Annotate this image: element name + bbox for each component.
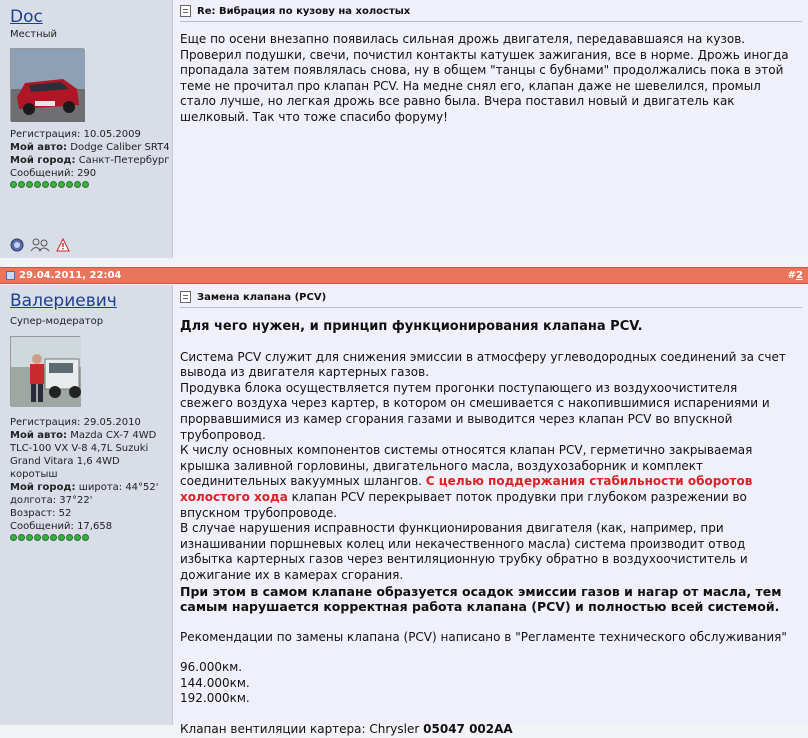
post-number-prefix: # <box>787 270 797 281</box>
avatar-car-image <box>11 49 85 122</box>
reputation-dot <box>42 534 49 541</box>
reputation-dot <box>66 534 73 541</box>
bold-paragraph: При этом в самом клапане образуется осадок эмиссии газов и нагар от масла, тем самым нарушается корректная работа клапана (PCV) и полностью всей системой. <box>180 583 782 615</box>
username-link[interactable]: Валериевич <box>10 291 117 311</box>
post-2 <box>0 285 808 737</box>
msgs-label: Сообщений: <box>10 168 74 179</box>
part-number: 05047 002AA <box>423 722 513 737</box>
reputation-dot <box>18 181 25 188</box>
avatar-person-image <box>11 337 81 407</box>
post-date-bar <box>0 267 808 284</box>
paragraph-text: клапан PCV перекрывает поток продувки при глубоком разрежении во впускном трубопроводе. <box>180 489 747 520</box>
reputation-bar <box>10 534 170 541</box>
car-value: Mazda CX-7 4WD TLC-100 VX V-8 4,7L Suzuki Grand Vitara 1,6 4WD коротыш <box>10 430 157 480</box>
msgs-value: 17,658 <box>77 521 113 532</box>
username-link[interactable]: Doc <box>10 7 43 27</box>
reg-value: 10.05.2009 <box>83 129 141 140</box>
reputation-dot <box>10 181 17 188</box>
city-label: Мой город: <box>10 155 76 166</box>
msgs-value: 290 <box>77 168 97 179</box>
post-title-text: Re: Вибрация по кузову на холостых <box>197 5 411 17</box>
post-1 <box>0 0 808 258</box>
paragraph: Система PCV служит для снижения эмиссии в атмосферу углеводородных соединений за счет вывода из двигателя картерных газов. <box>180 349 786 380</box>
title-divider <box>180 21 802 22</box>
paragraph <box>180 443 788 521</box>
user-info-panel <box>0 285 173 725</box>
city-value: широта: 44°52' <box>78 482 159 493</box>
reputation-dot <box>42 181 49 188</box>
user-title: Местный <box>10 29 58 40</box>
mileage-3: 192.000км. <box>180 691 250 706</box>
title-divider <box>180 307 802 308</box>
part-line <box>180 722 788 738</box>
reputation-bar <box>10 181 170 188</box>
reputation-dot <box>58 534 65 541</box>
user-stats <box>10 128 170 188</box>
article-heading: Для чего нужен, и принцип функционирования клапана PCV. <box>180 319 643 334</box>
reputation-dot <box>66 181 73 188</box>
message-body: Еще по осени внезапно появилась сильная дрожь двигателя, передававшаяся на кузов. Проверил подушки, свечи, почистил контакты катушек зажигания, все в норме. Дрожь иногда пропадала затем появлялась снова, ну в общем "танцы с бубнами" продолжались пока в этой теме не прочитал про клапан PCV. На медне снял его, клапан даже не шевелился, промыл стало лучше, но легкая дрожь все равно была. Вчера поставил новый и двигатель как шелковый. Так что тоже спасибо форуму! <box>180 32 789 124</box>
car-value: Dodge Caliber SRT4 <box>70 142 170 153</box>
report-post-icon[interactable] <box>56 238 70 252</box>
message-panel <box>174 0 808 258</box>
reputation-dot <box>26 534 33 541</box>
paragraph: Продувка блока осуществляется путем прогонки поступающего из воздухоочистителя свежего воздуха через картер, в котором он смешивается с накопившимися испарениями и прорвавшимися из камер сгорания газами и выводится через клапан PCV во впускной трубопровод. <box>180 380 770 442</box>
city-label: Мой город: <box>10 482 76 493</box>
mileage-1: 96.000км. <box>180 660 243 675</box>
age-value: 52 <box>58 508 72 519</box>
avatar <box>10 48 84 121</box>
post-number[interactable] <box>788 270 803 281</box>
part-label: Клапан вентиляции картера: Chrysler <box>180 722 420 737</box>
user-profile-icon[interactable] <box>30 238 50 252</box>
highlighted-text: С целью поддержания стабильности оборотов холостого хода <box>180 474 753 504</box>
reputation-dot <box>18 534 25 541</box>
reputation-dot <box>26 181 33 188</box>
message-body <box>180 319 788 738</box>
reputation-dot <box>74 534 81 541</box>
reputation-dot <box>82 534 89 541</box>
car-label: Мой авто: <box>10 430 68 441</box>
avatar <box>10 336 80 406</box>
reputation-dot <box>50 534 57 541</box>
post-title <box>180 290 802 304</box>
reputation-dot <box>50 181 57 188</box>
calendar-icon <box>6 271 15 280</box>
reputation-dot <box>58 181 65 188</box>
post-title <box>180 4 802 18</box>
post-icon <box>180 291 191 303</box>
user-action-icons <box>10 238 70 252</box>
car-label: Мой авто: <box>10 142 68 153</box>
post-icon <box>180 5 191 17</box>
city-value-2: долгота: 37°22' <box>10 495 93 506</box>
paragraph-text: К числу основных компонентов системы относятся клапан PCV, герметично закрываемая крышка заливной горловины, двигательного масла, воздухозаборник и комплект соединительных вакуумных шлангов. <box>180 443 753 489</box>
post-date: 29.04.2011, 22:04 <box>19 270 122 281</box>
user-stats <box>10 416 170 541</box>
city-value: Санкт-Петербург <box>78 155 170 166</box>
reputation-dot <box>34 534 41 541</box>
offline-status-icon[interactable] <box>10 238 24 252</box>
paragraph: В случае нарушения исправности функционирования двигателя (как, например, при изнашивании поршневых колец или некачественного масла) система производит отвод избытка картерных газов через вентиляционную трубку обратно в воздухоочиститель и дожигание их в камерах сгорания. <box>180 521 748 582</box>
reg-label: Регистрация: <box>10 417 81 428</box>
user-info-panel <box>0 0 173 258</box>
post-number-link[interactable]: 2 <box>796 270 803 281</box>
reputation-dot <box>82 181 89 188</box>
msgs-label: Сообщений: <box>10 521 74 532</box>
post-title-text: Замена клапана (PCV) <box>197 291 327 303</box>
reputation-dot <box>34 181 41 188</box>
user-title: Супер-модератор <box>10 316 104 327</box>
paragraph: Рекомендации по замены клапана (PCV) написано в "Регламенте технического обслуживания" <box>180 629 787 644</box>
reg-value: 29.05.2010 <box>83 417 141 428</box>
reputation-dot <box>74 181 81 188</box>
reg-label: Регистрация: <box>10 129 81 140</box>
reputation-dot <box>10 534 17 541</box>
mileage-2: 144.000км. <box>180 675 250 690</box>
message-panel <box>174 285 808 737</box>
age-label: Возраст: <box>10 508 56 519</box>
